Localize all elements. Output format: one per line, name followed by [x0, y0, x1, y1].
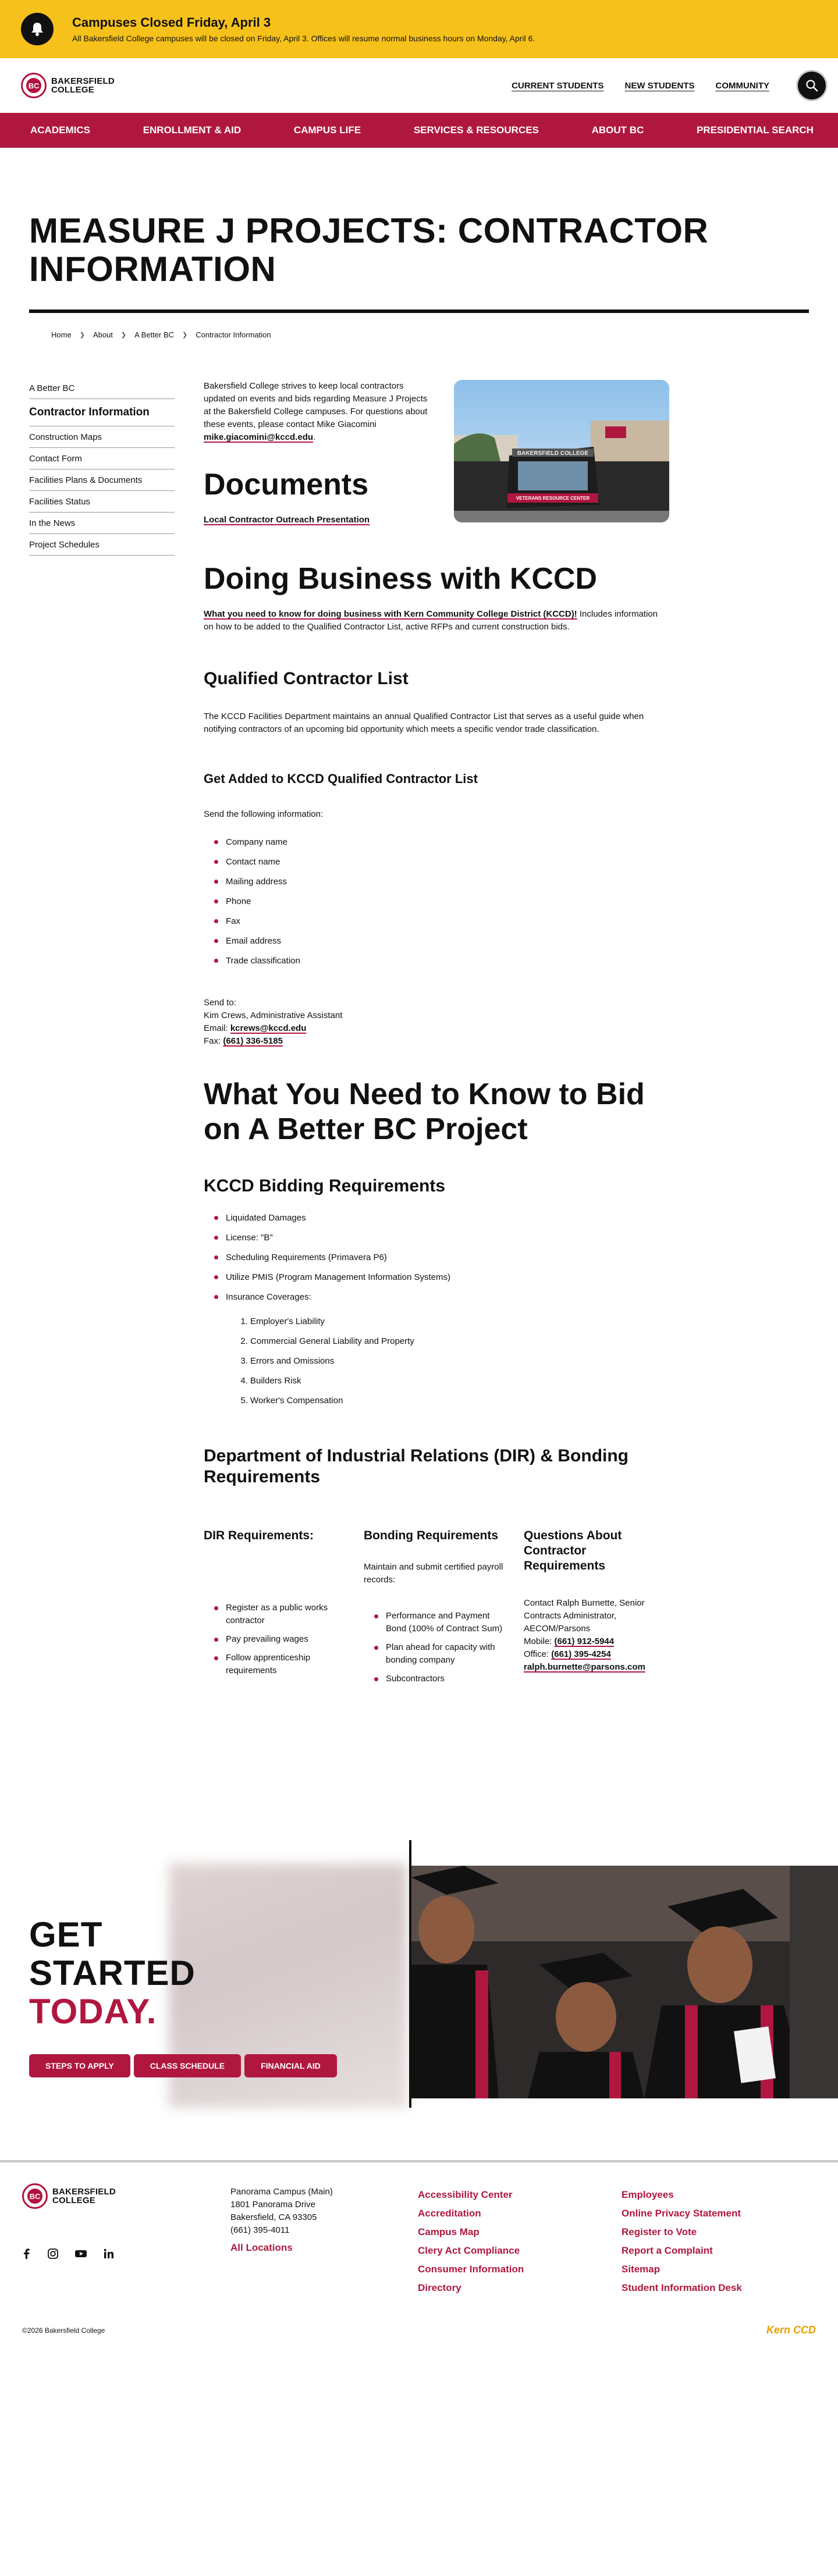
bc-logo-icon	[22, 2183, 48, 2209]
social-links	[22, 2248, 114, 2262]
qcl-paragraph: The KCCD Facilities Department maintains an annual Qualified Contractor List that serves as a useful guide when notifying contractors of an upcoming bid opportunity which meets a specific vendor trade classification.	[204, 711, 644, 734]
kern-ccd-logo[interactable]: Kern CCD	[766, 2324, 816, 2336]
list-item: Plan ahead for capacity with bonding company	[364, 1641, 506, 1667]
footer-links-col2	[622, 2186, 742, 2297]
sidebar-item-facilities-status[interactable]: Facilities Status	[29, 493, 175, 513]
chevron-right-icon: ❯	[79, 332, 85, 339]
list-item: 1. Employer's Liability	[250, 1312, 669, 1332]
bonding-column-title: Bonding Requirements	[364, 1529, 499, 1542]
copyright: ©2026 Bakersfield College	[22, 2326, 105, 2335]
get-added-intro: Send the following information:	[204, 809, 324, 819]
footer-link-accessibility[interactable]: Accessibility Center	[418, 2189, 513, 2200]
send-to-person: Kim Crews, Administrative Assistant	[204, 1011, 343, 1020]
send-to-label: Send to:	[204, 998, 236, 1008]
nav-presidential-search[interactable]: PRESIDENTIAL SEARCH	[697, 124, 814, 136]
office-phone-link[interactable]: (661) 395-4254	[551, 1649, 611, 1659]
nav-about-bc[interactable]: ABOUT BC	[591, 124, 644, 136]
sidebar-item-contact-form[interactable]: Contact Form	[29, 450, 175, 469]
list-item: Follow apprenticeship requirements	[204, 1652, 346, 1677]
breadcrumb-home[interactable]: Home	[51, 330, 72, 339]
alert-title: Campuses Closed Friday, April 3	[72, 15, 271, 30]
alert-banner	[0, 0, 838, 58]
main-content	[204, 380, 669, 1691]
list-item: Company name	[204, 832, 669, 852]
questions-contact: Contact Ralph Burnette, Senior Contracts Administrator, AECOM/Parsons	[524, 1598, 645, 1634]
outreach-presentation-link[interactable]: Local Contractor Outreach Presentation	[204, 515, 370, 525]
footer-link-clery-act[interactable]: Clery Act Compliance	[418, 2245, 520, 2256]
list-item: Scheduling Requirements (Primavera P6)	[204, 1248, 669, 1268]
utility-link-current-students[interactable]: CURRENT STUDENTS	[512, 80, 604, 91]
list-item: Subcontractors	[364, 1673, 506, 1685]
list-item: Contact name	[204, 852, 669, 872]
breadcrumb	[51, 330, 809, 339]
doing-business-paragraph: What you need to know for doing business with Kern Community College District (KCCD)! Includes information on how to be added to the Qualified Contractor List, active RFPs and current construction bids.	[204, 609, 658, 632]
list-item: Email address	[204, 931, 669, 951]
sidebar-item-in-the-news[interactable]: In the News	[29, 515, 175, 534]
documents-heading: Documents	[204, 468, 369, 501]
search-button[interactable]	[796, 70, 828, 101]
all-locations-link[interactable]: All Locations	[230, 2242, 293, 2253]
list-item: Fax	[204, 912, 669, 931]
nav-academics[interactable]: ACADEMICS	[30, 124, 90, 136]
linkedin-icon[interactable]	[104, 2248, 114, 2262]
site-logo[interactable]	[21, 73, 115, 98]
bid-requirements-heading: KCCD Bidding Requirements	[204, 1176, 446, 1196]
page-title: MEASURE J PROJECTS: CONTRACTOR INFORMATION	[29, 212, 809, 313]
nav-enrollment-aid[interactable]: ENROLLMENT & AID	[143, 124, 242, 136]
youtube-icon[interactable]	[74, 2248, 87, 2262]
steps-to-apply-button[interactable]: STEPS TO APPLY	[29, 2054, 130, 2077]
list-item: Utilize PMIS (Program Management Information Systems)	[204, 1268, 669, 1287]
list-item: 2. Commercial General Liability and Property	[250, 1332, 669, 1351]
footer-link-student-info-desk[interactable]: Student Information Desk	[622, 2282, 742, 2293]
nav-campus-life[interactable]: CAMPUS LIFE	[293, 124, 361, 136]
footer-logo[interactable]: BC BAKERSFIELD COLLEGE	[22, 2183, 116, 2209]
list-item: 3. Errors and Omissions	[250, 1351, 669, 1371]
footer-link-sitemap[interactable]: Sitemap	[622, 2264, 661, 2275]
list-item: Insurance Coverages:	[204, 1287, 669, 1307]
get-started-section	[0, 1840, 838, 2108]
footer-links-col1	[418, 2186, 524, 2297]
photo-banner-text: VETERANS RESOURCE CENTER	[516, 496, 590, 501]
bell-icon	[21, 13, 54, 45]
utility-link-community[interactable]: COMMUNITY	[715, 80, 769, 91]
footer-link-privacy[interactable]: Online Privacy Statement	[622, 2208, 741, 2219]
list-item: Phone	[204, 892, 669, 912]
sidebar-item-construction-maps[interactable]: Construction Maps	[29, 429, 175, 448]
qcl-heading: Qualified Contractor List	[204, 669, 409, 688]
breadcrumb-about[interactable]: About	[93, 330, 113, 339]
get-added-heading: Get Added to KCCD Qualified Contractor List	[204, 771, 478, 786]
nav-services-resources[interactable]: SERVICES & RESOURCES	[413, 124, 539, 136]
footer-link-employees[interactable]: Employees	[622, 2189, 674, 2200]
breadcrumb-current: Contractor Information	[196, 330, 271, 339]
list-item: Liquidated Damages	[204, 1208, 669, 1228]
doing-business-heading: Doing Business with KCCD	[204, 562, 598, 596]
chevron-right-icon: ❯	[182, 332, 188, 339]
footer-address: Panorama Campus (Main) 1801 Panorama Drive Bakersfield, CA 93305 (661) 395-4011 All Locations	[230, 2187, 333, 2253]
intro-paragraph: Bakersfield College strives to keep local contractors updated on events and bids regarding Measure J Projects at the Bakersfield College campuses. For questions about these events, please contact Mike Giacomini mike.giacomini@kccd.edu.	[204, 381, 428, 442]
dir-column-title: DIR Requirements:	[204, 1529, 314, 1542]
kcrews-email-link[interactable]: kcrews@kccd.edu	[230, 1023, 307, 1033]
photo-sign-text: BAKERSFIELD COLLEGE	[517, 450, 589, 457]
svg-text:BC: BC	[28, 81, 40, 90]
instagram-icon[interactable]	[48, 2248, 58, 2262]
sidebar-item-facilities-plans[interactable]: Facilities Plans & Documents	[29, 472, 175, 491]
footer-link-directory[interactable]: Directory	[418, 2282, 461, 2293]
footer-link-consumer-info[interactable]: Consumer Information	[418, 2264, 524, 2275]
graduates-photo	[411, 1866, 838, 2098]
list-item: License: "B"	[204, 1228, 669, 1248]
mobile-phone-link[interactable]: (661) 912-5944	[554, 1636, 615, 1646]
list-item: Pay prevailing wages	[204, 1633, 346, 1646]
logo-line1: BAKERSFIELD	[51, 76, 115, 86]
insurance-list	[204, 1312, 669, 1411]
dir-column	[204, 1528, 346, 1691]
sidebar-item-contractor-information[interactable]: Contractor Information	[29, 401, 175, 426]
get-started-title: GET STARTED TODAY.	[29, 1915, 196, 2031]
list-item: Register as a public works contractor	[204, 1602, 346, 1627]
list-item: Performance and Payment Bond (100% of Contract Sum)	[364, 1610, 506, 1635]
utility-link-new-students[interactable]: NEW STUDENTS	[624, 80, 695, 91]
send-to-block: Send to: Kim Crews, Administrative Assistant Email: kcrews@kccd.edu Fax: (661) 336-5185	[204, 997, 669, 1048]
financial-aid-button[interactable]: FINANCIAL AID	[244, 2054, 337, 2077]
bonding-column	[364, 1528, 506, 1691]
info-list	[204, 832, 669, 971]
list-item: 4. Builders Risk	[250, 1371, 669, 1391]
footer-link-report-complaint[interactable]: Report a Complaint	[622, 2245, 713, 2256]
breadcrumb-a-better-bc[interactable]: A Better BC	[134, 330, 175, 339]
bid-heading: What You Need to Know to Bid on A Better BC Project	[204, 1077, 645, 1146]
sidebar-item-a-better-bc[interactable]: A Better BC	[29, 380, 175, 399]
questions-column: Questions About Contractor Requirements Contact Ralph Burnette, Senior Contracts Administrator, AECOM/Parsons Mobile: (661) 912-5944 Office: (661) 395-4254 ralph.burnette@parsons.com	[524, 1528, 666, 1691]
fax-link[interactable]: (661) 336-5185	[223, 1036, 283, 1046]
doing-business-link[interactable]: What you need to know for doing business with Kern Community College District (KCCD)!	[204, 609, 577, 619]
questions-column-title: Questions About Contractor Requirements	[524, 1529, 622, 1572]
logo-line2: COLLEGE	[51, 85, 94, 95]
list-item: 5. Worker's Compensation	[250, 1391, 669, 1411]
list-item: Trade classification	[204, 951, 669, 971]
footer-link-accreditation[interactable]: Accreditation	[418, 2208, 481, 2219]
footer-link-campus-map[interactable]: Campus Map	[418, 2226, 480, 2237]
facebook-icon[interactable]	[22, 2248, 31, 2262]
footer-link-register-vote[interactable]: Register to Vote	[622, 2226, 697, 2237]
list-item: Mailing address	[204, 872, 669, 892]
dir-heading: Department of Industrial Relations (DIR) & Bonding Requirements	[204, 1446, 629, 1486]
site-header	[0, 58, 838, 113]
bid-requirements-list	[204, 1208, 669, 1307]
ralph-email-link[interactable]: ralph.burnette@parsons.com	[524, 1662, 645, 1672]
main-nav	[0, 113, 838, 148]
class-schedule-button[interactable]: CLASS SCHEDULE	[134, 2054, 241, 2077]
site-footer	[0, 2160, 838, 2352]
sidebar-item-project-schedules[interactable]: Project Schedules	[29, 536, 175, 556]
bc-logo-icon	[21, 73, 47, 98]
alert-body: All Bakersfield College campuses will be closed on Friday, April 3. Offices will resume normal business hours on Monday, April 6.	[72, 34, 535, 43]
building-photo	[454, 380, 669, 522]
search-icon	[805, 79, 818, 92]
sidebar-nav	[29, 380, 175, 1691]
intro-email-link[interactable]: mike.giacomini@kccd.edu	[204, 432, 314, 442]
bonding-intro: Maintain and submit certified payroll records:	[364, 1562, 503, 1585]
requirements-columns	[204, 1528, 669, 1691]
chevron-right-icon: ❯	[120, 332, 127, 339]
svg-text:BC: BC	[29, 2192, 41, 2201]
